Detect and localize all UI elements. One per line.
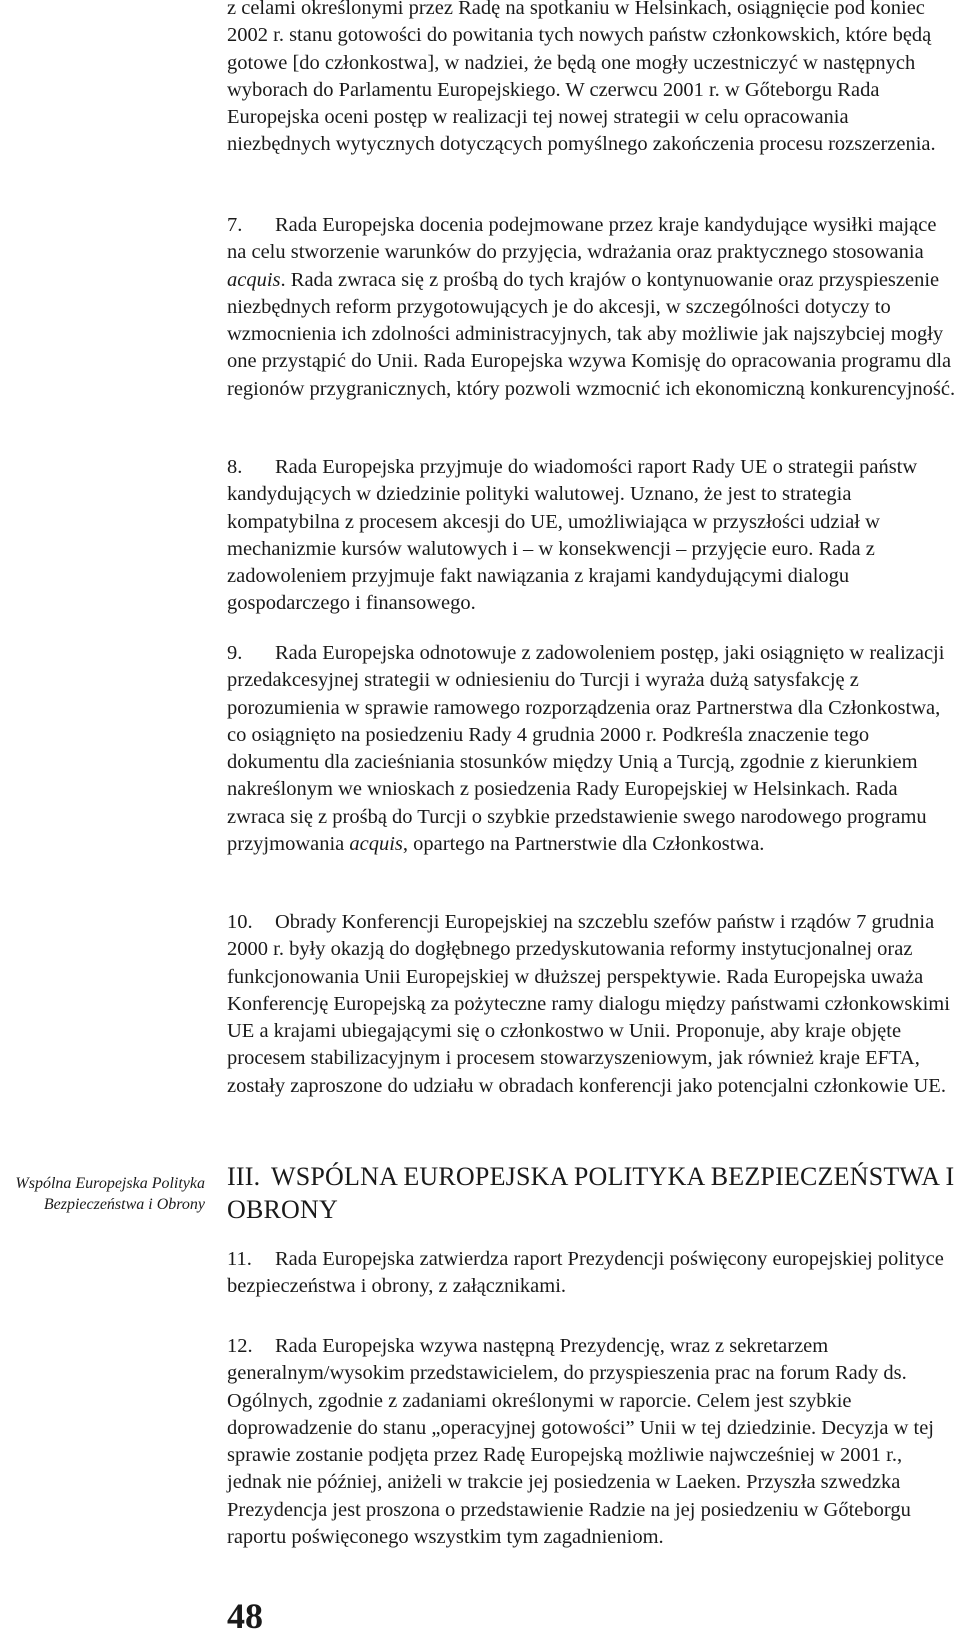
paragraph-10-body [227, 909, 957, 1100]
paragraph-text: Rada Europejska wzywa następną Prezydencję, wraz z sekretarzem generalnym/wysokim przedstawicielem, do przyspieszenia prac na forum Rady ds. Ogólnych, zgodnie z zadaniami określonymi w raporcie. Celem jest szybkie doprowadzenie do stanu „operacyjnej gotowości” Unii w tej dziedzinie. Decyzja w tej sprawie zostanie podjęta przez Radę Europejską możliwie najwcześniej w 2001 r., jednak nie później, aniżeli w trakcie jej posiedzenia w Laeken. Przyszła szwedzka Prezydencja jest proszona o przedstawienie Radzie na jej posiedzeniu w Gőteborgu raportu poświęconego wszystkim tym zagadnieniom. [227, 1335, 934, 1549]
paragraph-number: 7. [227, 214, 243, 236]
page-number: 48 [227, 1596, 263, 1636]
paragraph-text: . Rada zwraca się z prośbą do tych krajów o kontynuowanie oraz przyspieszenie niezbędnych reform przygotowujących je do akcesji, w szczególności dotyczy to wzmocnienia ich zdolności administracyjnych, tak aby możliwie jak najszybciej mogły one przystąpić do Unii. Rada Europejska wzywa Komisję do opracowania programu dla regionów przygranicznych, który pozwoli wzmocnić ich ekonomiczną konkurencyjność. [227, 268, 956, 400]
intro-text: z celami określonymi przez Radę na spotkaniu w Helsinkach, osiągnięcie pod koniec 2002 r. stanu gotowości do powitania tych nowych państw członkowskich, które będą gotowe [do członkostwa], w nadziei, że będą one mogły uczestniczyć w następnych wyborach do Parlamentu Europejskiego. W czerwcu 2001 r. w Gőteborgu Rada Europejska oceni postęp w realizacji tej nowej strategii w celu opracowania niezbędnych wytycznych dotyczących pomyślnego zakończenia procesu rozszerzenia. [227, 0, 936, 156]
italic-term: acquis [349, 833, 403, 856]
paragraph-text: Rada Europejska przyjmuje do wiadomości raport Rady UE o strategii państw kandydujących w dziedzinie polityki walutowej. Uznano, że jest to strategia kompatybilna z procesem akcesji do UE, umożliwiająca w przyszłości udział w mechanizmie kursów walutowych i – w konsekwencji – przyjęcie euro. Rada z zadowoleniem przyjmuje fakt nawiązania z krajami kandydującymi dialogu gospodarczego i finansowego. [227, 456, 918, 615]
paragraph-text: Rada Europejska zatwierdza raport Prezydencji poświęcony europejskiej polityce bezpieczeństwa i obrony, z załącznikami. [227, 1248, 944, 1298]
paragraph-11-body [227, 1246, 957, 1301]
paragraph-text: Rada Europejska docenia podejmowane przez kraje kandydujące wysiłki mające na celu stworzenie warunków do przyjęcia, wdrażania oraz praktycznego stosowania [227, 214, 937, 264]
paragraph-number: 10. [227, 911, 253, 933]
margin-note-line: Bezpieczeństwa i Obrony [43, 1195, 205, 1213]
margin-note [0, 1174, 205, 1215]
paragraph-number: 8. [227, 456, 243, 478]
paragraph-text: , opartego na Partnerstwie dla Członkostwa. [402, 833, 765, 856]
paragraph-7-body [227, 212, 957, 403]
paragraph-12 [227, 1333, 957, 1551]
section-title: WSPÓLNA EUROPEJSKA POLITYKA BEZPIECZEŃSTWA I OBRONY [227, 1162, 955, 1224]
margin-note-line: Wspólna Europejska Polityka [15, 1175, 205, 1192]
paragraph-text: Rada Europejska odnotowuje z zadowoleniem postęp, jaki osiągnięto w realizacji przedakcesyjnej strategii w odniesieniu do Turcji i wyraża dużą satysfakcję z porozumienia w sprawie ramowego rozporządzenia oraz Partnerstwa dla Członkostwa, co osiągnięto na posiedzeniu Rady 4 grudnia 2000 r. Podkreśla znaczenie tego dokumentu dla zacieśniania stosunków między Unią a Turcją, zgodnie z kierunkiem nakreślonym we wnioskach z posiedzenia Rady Europejskiej w Helsinkach. Rada zwraca się z prośbą do Turcji o szybkie przedstawienie swego narodowego programu przyjmowania [227, 642, 945, 856]
paragraph-8 [227, 454, 957, 618]
paragraph-12-body [227, 1333, 957, 1551]
paragraph-8-body [227, 454, 957, 618]
paragraph-9 [227, 640, 957, 858]
paragraph-number: 12. [227, 1335, 253, 1357]
section-heading [227, 1160, 957, 1226]
paragraph-number: 9. [227, 642, 243, 664]
paragraph-9-body [227, 640, 957, 858]
paragraph-7 [227, 212, 957, 403]
intro-paragraph [227, 0, 957, 159]
paragraph-11 [227, 1246, 957, 1301]
section-number: III. [227, 1162, 261, 1191]
paragraph-number: 11. [227, 1248, 252, 1270]
paragraph-10 [227, 909, 957, 1100]
italic-term: acquis [227, 268, 281, 291]
paragraph-text: Obrady Konferencji Europejskiej na szczeblu szefów państw i rządów 7 grudnia 2000 r. były okazją do dogłębnego przedyskutowania reformy instytucjonalnej oraz funkcjonowania Unii Europejskiej w dłuższej perspektywie. Rada Europejska uważa Konferencję Europejską za pożyteczne ramy dialogu między państwami członkowskimi UE a krajami ubiegającymi się o członkostwo w Unii. Proponuje, aby kraje objęte procesem stabilizacyjnym i procesem stowarzyszeniowym, jak również kraje EFTA, zostały zaproszone do udziału w obradach konferencji jako potencjalni członkowie UE. [227, 911, 950, 1097]
